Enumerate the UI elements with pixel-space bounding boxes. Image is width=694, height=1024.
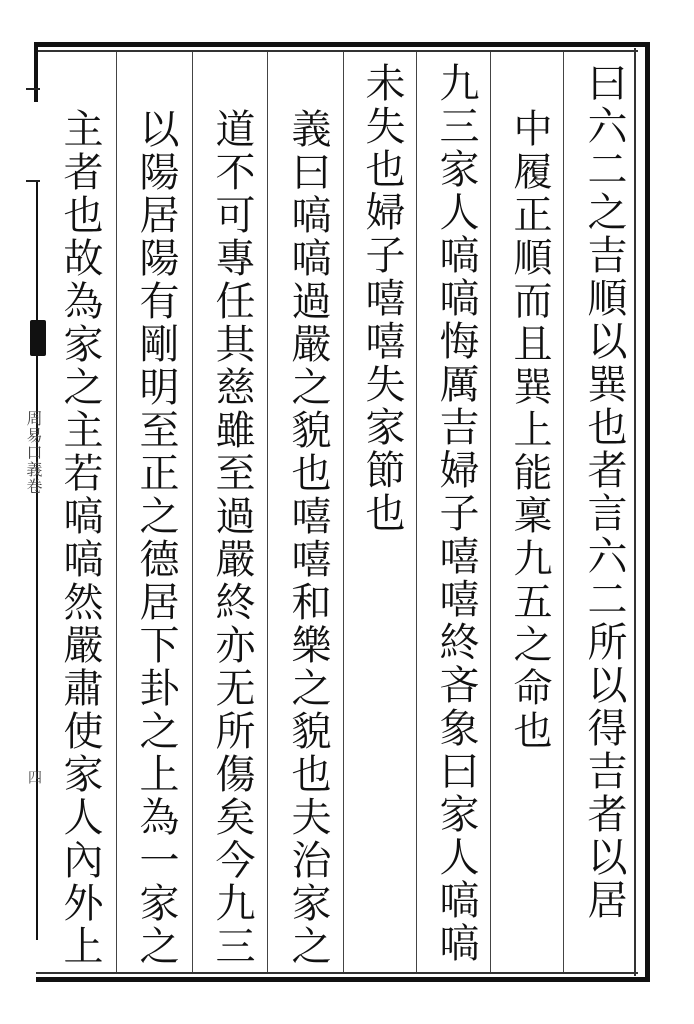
text-column-7: 以陽居陽有剛明至正之德居下卦之上為一家之 [133,108,179,968]
column-divider [416,52,417,972]
gutter-rule [34,42,38,102]
text-column-6: 道不可專任其慈雖至過嚴終亦无所傷矣今九三 [209,108,255,968]
text-column-1: 曰六二之吉順以巽也者言六二所以得吉者以居 [581,62,627,922]
top-inner-rule [36,50,638,52]
gutter-title: 周易口義卷 [24,410,43,495]
column-divider [192,52,193,972]
column-divider [116,52,117,972]
text-column-8: 主者也故為家之主若嗃嗃然嚴肅使家人內外上 [57,108,103,968]
column-divider [563,52,564,972]
text-column-3: 九三家人嗃嗃悔厲吉婦子嘻嘻終吝象曰家人嗃嗃 [433,62,479,965]
text-column-2: 中履正順而且巽上能稟九五之命也 [507,108,552,753]
column-divider [490,52,491,972]
gutter-rule [36,180,38,940]
gutter-tick [26,180,40,182]
right-inner-rule [634,48,636,976]
column-divider [267,52,268,972]
gutter-page-number: 四 [26,770,42,784]
column-divider [343,52,344,972]
text-column-5: 義曰嗃嗃過嚴之貌也嘻嘻和樂之貌也夫治家之 [285,108,331,968]
gutter-margin [0,42,36,982]
gutter-tick [26,88,40,90]
text-column-4: 未失也婦子嘻嘻失家節也 [359,62,405,535]
fish-tail-mark [30,320,46,356]
